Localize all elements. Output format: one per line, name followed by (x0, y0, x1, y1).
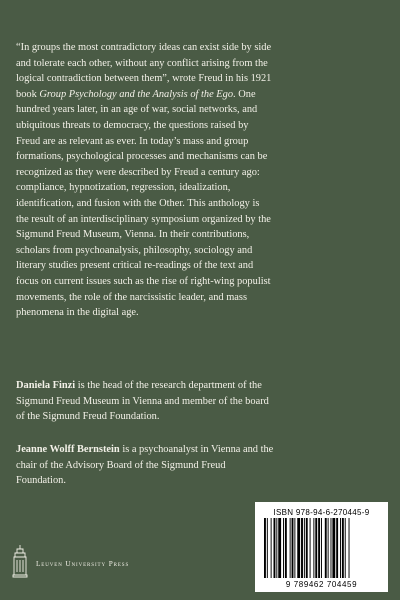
barcode-bar (292, 518, 294, 578)
barcode-bar (271, 518, 272, 578)
barcode-bar (276, 518, 277, 578)
barcode-bar (290, 518, 291, 578)
book-title: Group Psychology and the Analysis of the Ego (39, 88, 234, 100)
barcode-bar (313, 518, 314, 578)
author-name: Daniela Finzi (16, 380, 76, 391)
barcode-bar (294, 518, 295, 578)
barcode (263, 518, 380, 578)
blurb-text-start: “In groups the most contradictory ideas can exist side by side and tolerate each other, without any conflict arising from the logical contradiction between them”, wrote Freud in his 1921 book (16, 42, 272, 100)
barcode-bar (278, 518, 281, 578)
barcode-number: 9 789462 704459 (285, 580, 358, 589)
barcode-bar (349, 518, 350, 578)
barcode-bar (297, 518, 300, 578)
author-bio-finzi (16, 378, 276, 425)
blurb-paragraph (16, 40, 272, 321)
barcode-bar (345, 518, 346, 578)
barcode-bar (274, 518, 276, 578)
blurb-text-end: . One hundred years later, in an age of war, social networks, and ubiquitous threats to democracy, the questions raised by Freud are as relevant as ever. In today’s mass and group formations, psychological processes and mechanisms can be recognized as they were described by Freud a century ago: compliance, hypnotization, regression, idealization, identification, and fusion with the Other. This anthology is the result of an interdisciplinary symposium organized by the Sigmund Freud Museum, Vienna. In their contributions, scholars from psychoanalysis, philosophy, sociology and literary studies present critical re-readings of the text and focus on current issues such as the rise of right-wing populist movements, the role of the narcissistic leader, and mass phenomena in the digital age. (16, 88, 271, 319)
barcode-bar (328, 518, 329, 578)
barcode-bar (336, 518, 338, 578)
barcode-bar (306, 518, 308, 578)
barcode-bar (318, 518, 320, 578)
publisher-name: Leuven University Press (36, 560, 130, 568)
barcode-bar (304, 518, 305, 578)
author-bio-text: is a psychoanalyst in Vienna and the chair of the Advisory Board of the Sigmund Freud Foundation. (16, 444, 274, 487)
author-bio-text: is the head of the research department of the Sigmund Freud Museum in Vienna and member of the board of the Sigmund Freud Foundation. (16, 380, 269, 423)
barcode-bar (332, 518, 335, 578)
author-bio-wolff-bernstein (16, 442, 276, 489)
blurb (16, 40, 272, 321)
barcode-bar (325, 518, 327, 578)
barcode-bar (342, 518, 344, 578)
barcode-bar (267, 518, 268, 578)
barcode-bar (315, 518, 317, 578)
barcode-bar (321, 518, 322, 578)
barcode-bar (301, 518, 303, 578)
isbn-label: ISBN 978-94-6-270445-9 (273, 508, 370, 517)
barcode-bar (264, 518, 266, 578)
barcode-bar (285, 518, 287, 578)
building-logo-icon (12, 544, 28, 578)
isbn-barcode-box (255, 502, 388, 592)
barcode-bar (283, 518, 284, 578)
barcode-bar (331, 518, 332, 578)
author-name: Jeanne Wolff Bernstein (16, 444, 120, 455)
barcode-bar (340, 518, 341, 578)
barcode-bar (310, 518, 311, 578)
